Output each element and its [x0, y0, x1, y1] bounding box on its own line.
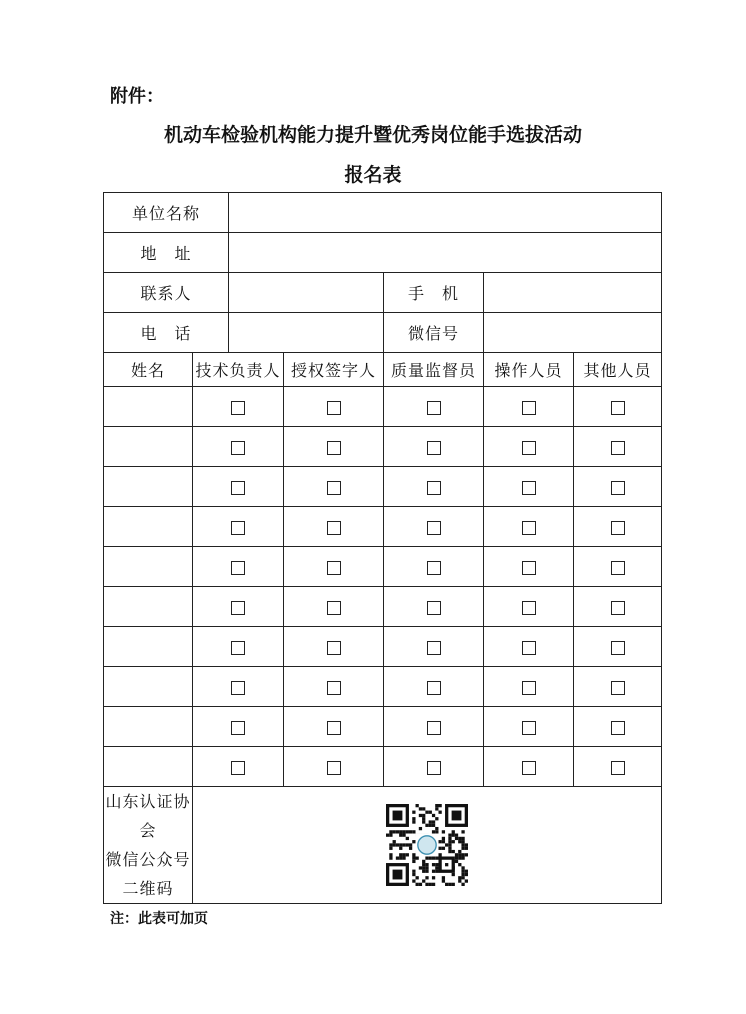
checkbox-tech-lead[interactable]	[231, 481, 245, 495]
applicant-name-field[interactable]	[104, 747, 193, 787]
qr-label-cell	[104, 787, 193, 904]
cell-other	[574, 547, 662, 587]
checkbox-other[interactable]	[611, 401, 625, 415]
cell-signatory	[284, 507, 384, 547]
checkbox-operator[interactable]	[522, 481, 536, 495]
cell-signatory	[284, 747, 384, 787]
checkbox-tech-lead[interactable]	[231, 641, 245, 655]
checkbox-operator[interactable]	[522, 641, 536, 655]
cell-tech-lead	[193, 387, 284, 427]
checkbox-tech-lead[interactable]	[231, 441, 245, 455]
checkbox-tech-lead[interactable]	[231, 601, 245, 615]
applicant-row	[104, 427, 662, 467]
checkbox-signatory[interactable]	[327, 441, 341, 455]
col-header-operator: 操作人员	[484, 353, 574, 387]
cell-tech-lead	[193, 627, 284, 667]
cell-signatory	[284, 627, 384, 667]
col-header-quality-supervisor: 质量监督员	[384, 353, 484, 387]
checkbox-quality-supervisor[interactable]	[427, 561, 441, 575]
cell-other	[574, 627, 662, 667]
mobile-field[interactable]	[484, 273, 662, 313]
cell-quality-supervisor	[384, 627, 484, 667]
checkbox-signatory[interactable]	[327, 601, 341, 615]
checkbox-other[interactable]	[611, 441, 625, 455]
cell-other	[574, 387, 662, 427]
cell-quality-supervisor	[384, 387, 484, 427]
checkbox-other[interactable]	[611, 641, 625, 655]
unit-name-field[interactable]	[229, 193, 662, 233]
cell-other	[574, 667, 662, 707]
cell-operator	[484, 707, 574, 747]
checkbox-signatory[interactable]	[327, 641, 341, 655]
mobile-label: 手 机	[384, 273, 484, 313]
checkbox-operator[interactable]	[522, 441, 536, 455]
cell-quality-supervisor	[384, 467, 484, 507]
cell-other	[574, 747, 662, 787]
col-header-name: 姓名	[104, 353, 193, 387]
checkbox-quality-supervisor[interactable]	[427, 761, 441, 775]
checkbox-tech-lead[interactable]	[231, 761, 245, 775]
checkbox-other[interactable]	[611, 721, 625, 735]
cell-signatory	[284, 667, 384, 707]
checkbox-operator[interactable]	[522, 761, 536, 775]
checkbox-operator[interactable]	[522, 681, 536, 695]
applicant-name-field[interactable]	[104, 507, 193, 547]
applicant-row	[104, 747, 662, 787]
applicant-row	[104, 467, 662, 507]
applicant-row	[104, 707, 662, 747]
checkbox-tech-lead[interactable]	[231, 561, 245, 575]
cell-quality-supervisor	[384, 507, 484, 547]
cell-tech-lead	[193, 707, 284, 747]
checkbox-tech-lead[interactable]	[231, 401, 245, 415]
cell-signatory	[284, 387, 384, 427]
checkbox-other[interactable]	[611, 481, 625, 495]
cell-tech-lead	[193, 467, 284, 507]
col-header-tech-lead: 技术负责人	[193, 353, 284, 387]
cell-operator	[484, 667, 574, 707]
cell-operator	[484, 507, 574, 547]
cell-tech-lead	[193, 427, 284, 467]
cell-quality-supervisor	[384, 667, 484, 707]
cell-other	[574, 587, 662, 627]
cell-tech-lead	[193, 747, 284, 787]
address-label: 地 址	[104, 233, 229, 273]
cell-other	[574, 467, 662, 507]
applicant-name-field[interactable]	[104, 707, 193, 747]
checkbox-signatory[interactable]	[327, 561, 341, 575]
checkbox-signatory[interactable]	[327, 401, 341, 415]
cell-tech-lead	[193, 507, 284, 547]
attachment-label: 附件：	[110, 86, 164, 107]
qr-label-line-3: 二维码	[122, 879, 174, 898]
phone-field[interactable]	[229, 313, 384, 353]
cell-quality-supervisor	[384, 747, 484, 787]
qr-label-line-2: 微信公众号	[105, 850, 191, 869]
checkbox-quality-supervisor[interactable]	[427, 441, 441, 455]
qr-code-cell	[193, 787, 662, 904]
applicant-name-field[interactable]	[104, 547, 193, 587]
cell-operator	[484, 547, 574, 587]
applicant-name-field[interactable]	[104, 587, 193, 627]
phone-label: 电 话	[104, 313, 229, 353]
cell-quality-supervisor	[384, 427, 484, 467]
applicant-row	[104, 627, 662, 667]
checkbox-other[interactable]	[611, 761, 625, 775]
cell-operator	[484, 427, 574, 467]
checkbox-other[interactable]	[611, 561, 625, 575]
checkbox-signatory[interactable]	[327, 481, 341, 495]
checkbox-quality-supervisor[interactable]	[427, 521, 441, 535]
qr-code-icon	[386, 804, 468, 886]
applicant-row	[104, 507, 662, 547]
cell-operator	[484, 587, 574, 627]
cell-tech-lead	[193, 587, 284, 627]
cell-quality-supervisor	[384, 587, 484, 627]
registration-form-table	[103, 192, 662, 904]
checkbox-quality-supervisor[interactable]	[427, 641, 441, 655]
cell-quality-supervisor	[384, 707, 484, 747]
footer-note: 注：此表可加页	[110, 911, 208, 927]
applicant-row	[104, 547, 662, 587]
checkbox-tech-lead[interactable]	[231, 521, 245, 535]
checkbox-tech-lead[interactable]	[231, 681, 245, 695]
cell-signatory	[284, 467, 384, 507]
applicant-name-field[interactable]	[104, 387, 193, 427]
checkbox-operator[interactable]	[522, 601, 536, 615]
role-header-row	[104, 353, 662, 387]
cell-quality-supervisor	[384, 547, 484, 587]
checkbox-signatory[interactable]	[327, 681, 341, 695]
checkbox-operator[interactable]	[522, 521, 536, 535]
checkbox-quality-supervisor[interactable]	[427, 721, 441, 735]
checkbox-operator[interactable]	[522, 401, 536, 415]
qr-label-line-1: 山东认证协会	[105, 792, 191, 840]
applicant-row	[104, 667, 662, 707]
checkbox-signatory[interactable]	[327, 761, 341, 775]
checkbox-other[interactable]	[611, 521, 625, 535]
cell-other	[574, 427, 662, 467]
applicant-name-field[interactable]	[104, 427, 193, 467]
cell-signatory	[284, 707, 384, 747]
unit-name-label: 单位名称	[104, 193, 229, 233]
cell-signatory	[284, 427, 384, 467]
checkbox-operator[interactable]	[522, 561, 536, 575]
checkbox-tech-lead[interactable]	[231, 721, 245, 735]
checkbox-signatory[interactable]	[327, 521, 341, 535]
applicant-row	[104, 587, 662, 627]
applicant-name-field[interactable]	[104, 667, 193, 707]
col-header-other: 其他人员	[574, 353, 662, 387]
col-header-signatory: 授权签字人	[284, 353, 384, 387]
contact-field[interactable]	[229, 273, 384, 313]
cell-operator	[484, 387, 574, 427]
wechat-field[interactable]	[484, 313, 662, 353]
checkbox-operator[interactable]	[522, 721, 536, 735]
applicant-name-field[interactable]	[104, 467, 193, 507]
checkbox-quality-supervisor[interactable]	[427, 401, 441, 415]
checkbox-quality-supervisor[interactable]	[427, 481, 441, 495]
checkbox-other[interactable]	[611, 681, 625, 695]
cell-operator	[484, 467, 574, 507]
form-title: 机动车检验机构能力提升暨优秀岗位能手选拔活动	[163, 124, 582, 146]
applicant-name-field[interactable]	[104, 627, 193, 667]
contact-label: 联系人	[104, 273, 229, 313]
cell-signatory	[284, 587, 384, 627]
checkbox-quality-supervisor[interactable]	[427, 601, 441, 615]
cell-signatory	[284, 547, 384, 587]
cell-tech-lead	[193, 667, 284, 707]
cell-operator	[484, 747, 574, 787]
form-subtitle: 报名表	[344, 164, 402, 186]
checkbox-other[interactable]	[611, 601, 625, 615]
address-field[interactable]	[229, 233, 662, 273]
cell-operator	[484, 627, 574, 667]
cell-other	[574, 707, 662, 747]
wechat-label: 微信号	[384, 313, 484, 353]
cell-other	[574, 507, 662, 547]
applicant-row	[104, 387, 662, 427]
checkbox-quality-supervisor[interactable]	[427, 681, 441, 695]
cell-tech-lead	[193, 547, 284, 587]
checkbox-signatory[interactable]	[327, 721, 341, 735]
